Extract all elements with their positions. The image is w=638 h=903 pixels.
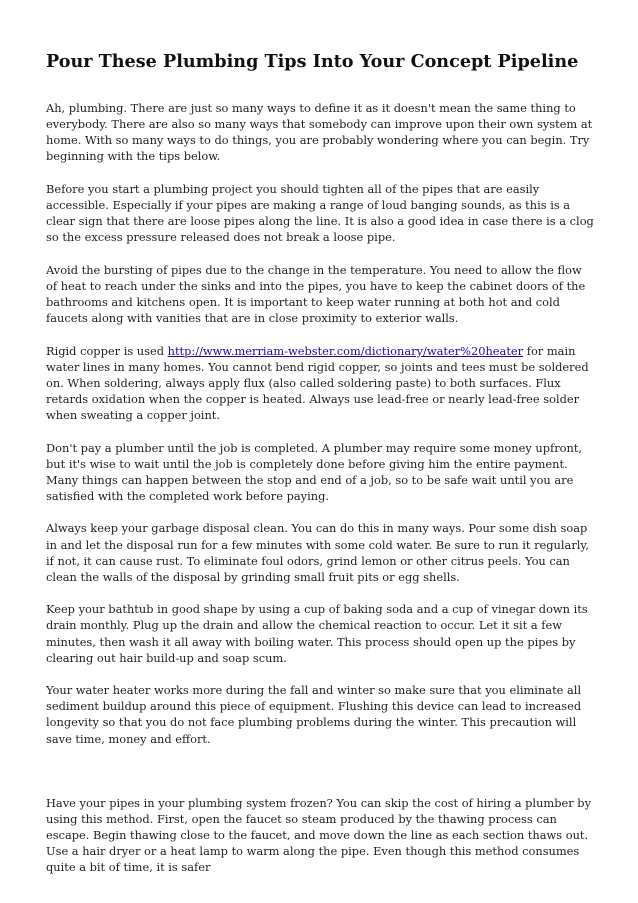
paragraph-avoid-bursting: Avoid the bursting of pipes due to the change in the temperature. You need to allow the flow of heat to reach under the sinks and into the pipes, you have to keep the cabinet doors of the bathrooms and kitchens open. It is important to keep water running at both hot and cold faucets along with vanities that are in close proximity to exterior walls. xyxy=(46,262,586,326)
paragraph-pay-plumber: Don't pay a plumber until the job is completed. A plumber may require some money upfront, but it's wise to wait until the job is completely done before giving him the entire payment. Many things can happen between the stop and end of a job, so to be safe wait until you are satisfied with the completed work before paying. xyxy=(46,440,583,503)
document-page xyxy=(46,52,596,892)
document-title: Pour These Plumbing Tips Into Your Concept Pipeline xyxy=(46,51,579,72)
paragraph-rigid-copper xyxy=(46,343,596,423)
paragraph-garbage-disposal: Always keep your garbage disposal clean. You can do this in many ways. Pour some dish soap in and let the disposal run for a few minutes with some cold water. Be sure to run it regularly, if not, it can cause rust. To eliminate foul odors, grind lemon or other citrus peels. You can clean the walls of the disposal by grinding small fruit pits or egg shells. xyxy=(46,521,589,584)
paragraph-bathtub: Keep your bathtub in good shape by using a cup of baking soda and a cup of vinegar down its drain monthly. Plug up the drain and allow the chemical reaction to occur. Let it sit a few minutes, then wash it all away with boiling water. This process should open up the pipes by clearing out hair build-up and soap scum. xyxy=(46,602,588,665)
paragraph-water-heater: Your water heater works more during the fall and winter so make sure that you eliminate all sediment buildup around this piece of equipment. Flushing this device can lead to increased longevity so that you do not face plumbing problems during the winter. This precaution will save time, money and effort. xyxy=(46,683,582,746)
paragraph-intro: Ah, plumbing. There are just so many ways to define it as it doesn't mean the same thing to everybody. There are also so many ways that somebody can improve upon their own system at home. With so many ways to do things, you are probably wondering where you can begin. Try beginning with the tips below. xyxy=(46,101,593,164)
copper-text-before-link: Rigid copper is used xyxy=(46,343,168,358)
paragraph-tighten-pipes: Before you start a plumbing project you should tighten all of the pipes that are easily accessible. Especially if your pipes are making a range of loud banging sounds, as this is a clear sign that there are loose pipes along the line. It is also a good idea in case there is a clog so the excess pressure released does not break a loose pipe. xyxy=(46,181,594,245)
paragraph-frozen-pipes: Have your pipes in your plumbing system frozen? You can skip the cost of hiring a plumber by using this method. First, open the faucet so steam produced by the thawing process can escape. Begin thawing close to the faucet, and move down the line as each section thaws out. Use a hair dryer or a heat lamp to warm along the pipe. Even though this method consumes quite a bit of time, it is safer xyxy=(46,795,592,874)
copper-text-after-link: for main water lines in many homes. You cannot bend rigid copper, so joints and tees must be soldered on. When soldering, always apply flux (also called soldering paste) to both surfaces. Flux retards oxidation when the copper is heated. Always use lead-free or nearly lead-free solder when sweating a copper joint. xyxy=(46,343,589,422)
merriam-webster-link[interactable]: http://www.merriam-webster.com/dictionary/water%20heater xyxy=(167,343,524,358)
